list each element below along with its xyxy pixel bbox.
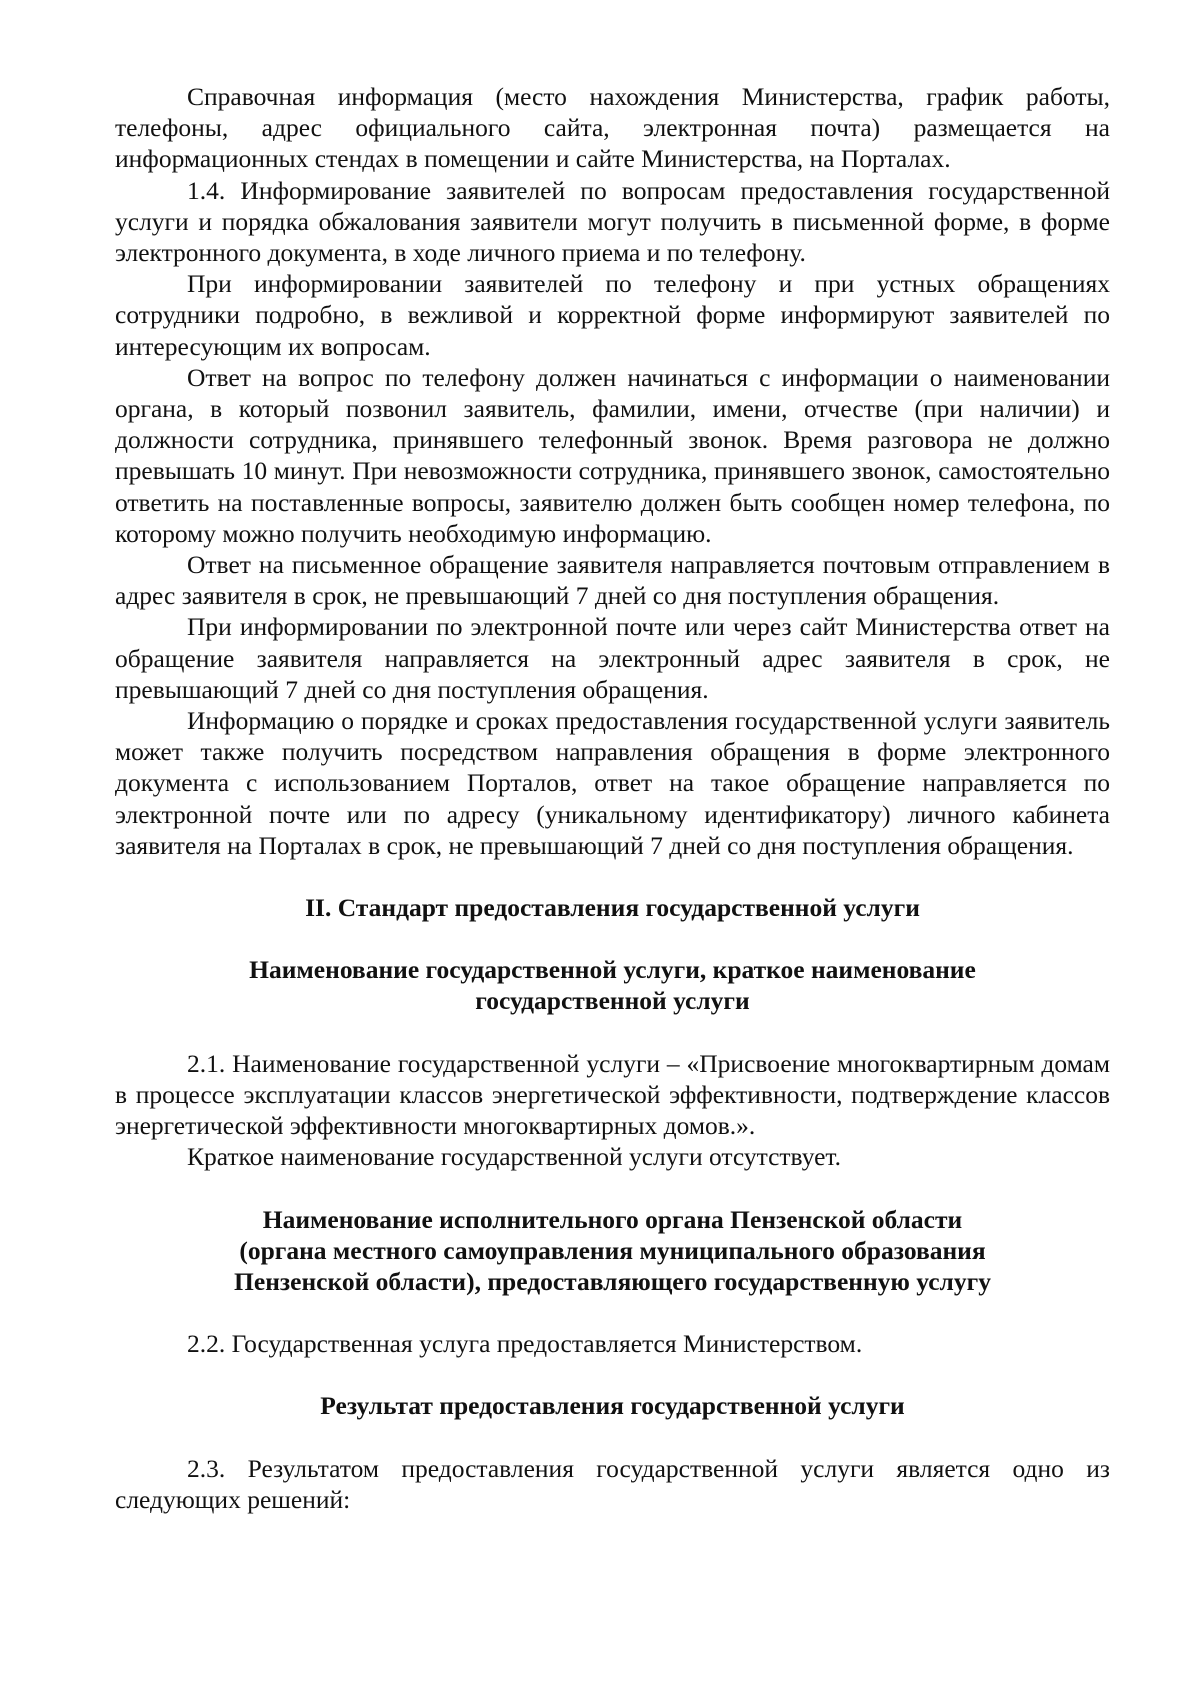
spacer	[115, 861, 1110, 892]
spacer	[115, 1359, 1110, 1390]
spacer	[115, 1297, 1110, 1328]
paragraph-email-answer: При информировании по электронной почте или через сайт Министерства ответ на обращение заявителя направляется на электронный адрес заявителя в срок, не превышающий 7 дней со дня поступления обращения.	[115, 612, 1110, 704]
spacer	[115, 923, 1110, 954]
heading-organ	[115, 1204, 1110, 1298]
paragraph-written-answer: Ответ на письменное обращение заявителя направляется почтовым отправлением в адрес заявителя в срок, не превышающий 7 дней со дня поступления обращения.	[115, 550, 1110, 611]
paragraph-2-1: 2.1. Наименование государственной услуги – «Присвоение многоквартирным домам в процессе эксплуатации классов энергетической эффективности, подтверждение классов энергетической эффективности многоквартирных домов.».	[115, 1048, 1110, 1141]
section-title: II. Стандарт предоставления государственной услуги	[305, 893, 920, 923]
heading-organ-line: Пензенской области), предоставляющего государственную услугу	[234, 1266, 991, 1296]
paragraph-phone-answer: Ответ на вопрос по телефону должен начинаться с информации о наименовании органа, в который позвонил заявитель, фамилии, имени, отчестве (при наличии) и должности сотрудника, принявшего телефонный звонок. Время разговора не должно превышать 10 минут. При невозможности сотрудника, принявшего звонок, самостоятельно ответить на поставленные вопросы, заявителю должен быть сообщен номер телефона, по которому можно получить необходимую информацию.	[115, 362, 1110, 548]
paragraph-portal-answer: Информацию о порядке и сроках предоставления государственной услуги заявитель может также получить посредством направления обращения в форме электронного документа с использованием Порталов, ответ на такое обращение направляется по электронной почте или по адресу (уникальному идентификатору) личного кабинета заявителя на Порталах в срок, не превышающий 7 дней со дня поступления обращения.	[115, 706, 1110, 860]
paragraph-phone-informing: При информировании заявителей по телефону и при устных обращениях сотрудники подробно, в вежливой и корректной форме информируют заявителей по интересующим их вопросам.	[115, 269, 1110, 361]
paragraph-2-2: 2.2. Государственная услуга предоставляется Министерством.	[187, 1329, 863, 1359]
paragraph-short-name: Краткое наименование государственной услуги отсутствует.	[187, 1142, 842, 1172]
paragraph-reference-info: Справочная информация (место нахождения Министерства, график работы, телефоны, адрес официального сайта, электронная почта) размещается на информационных стендах в помещении и сайте Министерства, на Порталах.	[115, 82, 1110, 174]
paragraph-1-4: 1.4. Информирование заявителей по вопросам предоставления государственной услуги и порядка обжалования заявители могут получить в письменной форме, в форме электронного документа, в ходе личного приема и по телефону.	[115, 175, 1110, 268]
paragraph-2-3: 2.3. Результатом предоставления государственной услуги является одно из следующих решений:	[115, 1453, 1110, 1514]
heading-service-name: Наименование государственной услуги, краткое наименование государственной услуги	[249, 955, 976, 1016]
heading-result: Результат предоставления государственной услуги	[320, 1391, 905, 1421]
heading-organ-line: (органа местного самоуправления муниципального образования	[239, 1235, 986, 1265]
spacer	[115, 1422, 1110, 1453]
spacer	[115, 1017, 1110, 1048]
spacer	[115, 1173, 1110, 1204]
heading-organ-line: Наименование исполнительного органа Пензенской области	[262, 1204, 963, 1234]
